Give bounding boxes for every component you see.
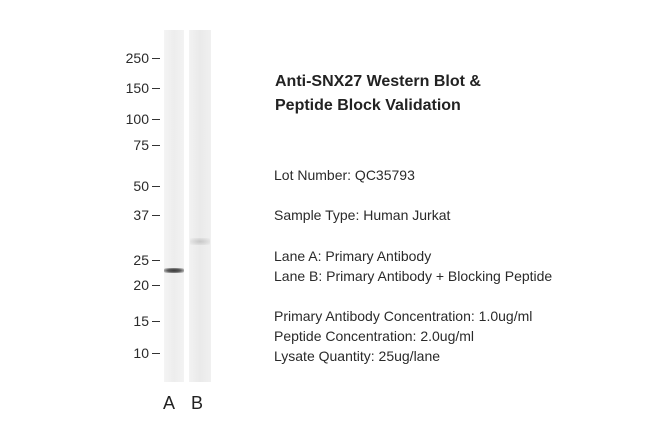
title-line-2: Peptide Block Validation: [275, 97, 461, 114]
lane-label-a: A: [163, 393, 176, 413]
lysate-quantity: Lysate Quantity: 25ug/lane: [274, 348, 441, 364]
peptide-concentration: Peptide Concentration: 2.0ug/ml: [274, 328, 475, 344]
marker-tick: [152, 145, 160, 146]
marker-15: [100, 313, 160, 329]
marker-50: [100, 178, 160, 194]
marker-150: [100, 80, 160, 96]
marker-tick: [152, 119, 160, 120]
marker-tick: [152, 260, 160, 261]
blot-lane-b: [189, 30, 211, 382]
lane-b-description: Lane B: Primary Antibody + Blocking Peptide: [274, 268, 553, 284]
marker-100: [100, 111, 160, 127]
marker-25: [100, 252, 160, 268]
marker-label: 20: [133, 277, 149, 293]
marker-label: 75: [133, 137, 149, 153]
marker-10: [100, 345, 160, 361]
marker-tick: [152, 186, 160, 187]
marker-tick: [152, 321, 160, 322]
marker-75: [100, 137, 160, 153]
blot-smear-lane-b: [190, 238, 210, 245]
marker-label: 15: [133, 313, 149, 329]
lot-number: Lot Number: QC35793: [274, 167, 415, 183]
marker-label: 50: [133, 178, 149, 194]
marker-tick: [152, 88, 160, 89]
marker-label: 100: [125, 111, 149, 127]
marker-20: [100, 277, 160, 293]
marker-tick: [152, 58, 160, 59]
marker-250: [100, 50, 160, 66]
antibody-concentration: Primary Antibody Concentration: 1.0ug/ml: [274, 308, 533, 324]
marker-label: 10: [133, 345, 149, 361]
lane-label-b: B: [191, 393, 204, 413]
lane-a-description: Lane A: Primary Antibody: [274, 248, 432, 264]
blot-lane-a: [164, 30, 184, 382]
marker-tick: [152, 285, 160, 286]
blot-band-lane-a: [164, 268, 184, 273]
marker-label: 150: [125, 80, 149, 96]
marker-label: 25: [133, 252, 149, 268]
marker-tick: [152, 353, 160, 354]
marker-37: [100, 207, 160, 223]
marker-label: 250: [125, 50, 149, 66]
marker-label: 37: [133, 207, 149, 223]
sample-type: Sample Type: Human Jurkat: [274, 207, 451, 223]
marker-tick: [152, 215, 160, 216]
title-line-1: Anti-SNX27 Western Blot &: [275, 73, 481, 90]
